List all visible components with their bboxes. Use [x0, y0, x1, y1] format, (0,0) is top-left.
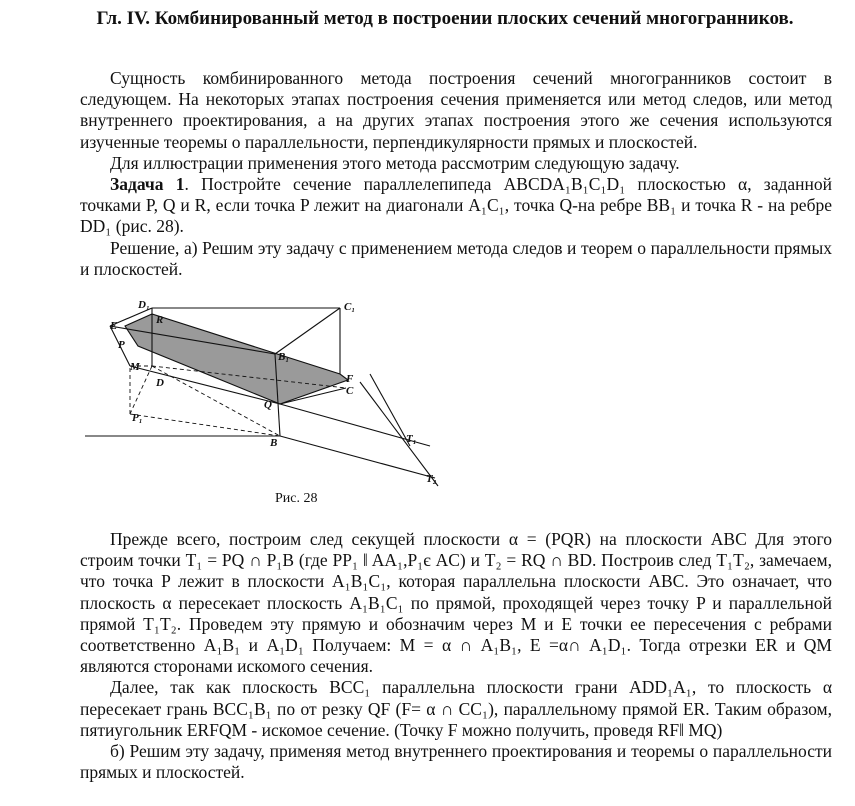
figure-caption: Рис. 28 [275, 491, 318, 506]
label-p1: P₁ [132, 412, 143, 424]
label-f: F [346, 373, 354, 385]
paragraph-pentagon: Далее, так как плоскость BCC₁ параллельна плоскости грани ADD₁A₁, то плоскость α пересекает грань BCC₁B₁ по от резку QF (F= α ∩ CC₁), параллельному прямой ER. Таким образом, пятиугольник ERFQM - искомое сечение. (Точку F можно получить, проведя RF‖ MQ) [80, 677, 832, 740]
label-p: P [118, 339, 125, 351]
label-c1: C₁ [344, 301, 356, 313]
label-m: M [130, 361, 140, 373]
label-b: B [270, 437, 278, 449]
figure-28-diagram [70, 296, 470, 496]
label-c: C [346, 385, 354, 397]
label-b1: B₁ [278, 351, 290, 363]
paragraph-essence: Сущность комбинированного метода построения сечений многогранников состоит в следующем. На некоторых этапах построения сечения применяется или метод следов, или метод внутреннего проектирования, а на других этапах построения этого же сечения используются изученные теоремы о параллельности, перпендикулярности прямых и плоскостей. [80, 68, 832, 152]
section-polygon [125, 314, 348, 404]
paragraph-solution-a: Решение, а) Решим эту задачу с применением метода следов и теорем о параллельности прямых и плоскостей. [80, 237, 832, 279]
paragraph-illustration: Для иллюстрации применения этого метода рассмотрим следующую задачу. [110, 152, 680, 173]
text-block-top [80, 68, 832, 280]
label-q: Q [264, 399, 272, 411]
label-t2: T₂ [426, 473, 437, 485]
label-r: R [156, 314, 164, 326]
label-t1: T₁ [406, 433, 417, 445]
paragraph-solution-b: б) Решим эту задачу, применяя метод внутреннего проектирования и теоремы о параллельности прямых и плоскостей. [80, 741, 832, 783]
label-d1: D₁ [138, 299, 150, 311]
chapter-heading: Гл. IV. Комбинированный метод в построении плоских сечений многогранников. [96, 8, 794, 29]
label-e: E [110, 320, 118, 332]
paragraph-task [80, 174, 832, 238]
text-block-bottom [80, 529, 832, 783]
task-label: Задача 1 [110, 174, 185, 195]
paragraph-trace: Прежде всего, построим след секущей плоскости α = (PQR) на плоскости ABC Для этого строим точки T₁ = PQ ∩ P₁B (где PP₁ ‖ AA₁,P₁є AC) и T₂ = RQ ∩ BD. Построив след T₁T₂, замечаем, что точка P лежит в плоскости A₁B₁C₁, которая параллельна плоскости ABC. Это означает, что плоскость α пересекает плоскость A₁B₁C₁ по прямой, проходящей через точку P и параллельной прямой T₁T₂. Проведем эту прямую и обозначим через M и E точки ее пересечения с ребрами соответственно A₁B₁ и A₁D₁ Получаем: M = α ∩ A₁B₁, E =α∩ A₁D₁. Тогда отрезки ER и QM являются сторонами искомого сечения. [80, 529, 832, 677]
task-text: . Постройте сечение параллелепипеда ABCDA₁B₁C₁D₁ плоскостью α, заданной точками P, Q и R, если точка P лежит на диагонали A₁C₁, точка Q-на ребре BB₁ и точка R - на ребре DD₁ (рис. 28). [80, 174, 832, 237]
label-d: D [156, 377, 164, 389]
